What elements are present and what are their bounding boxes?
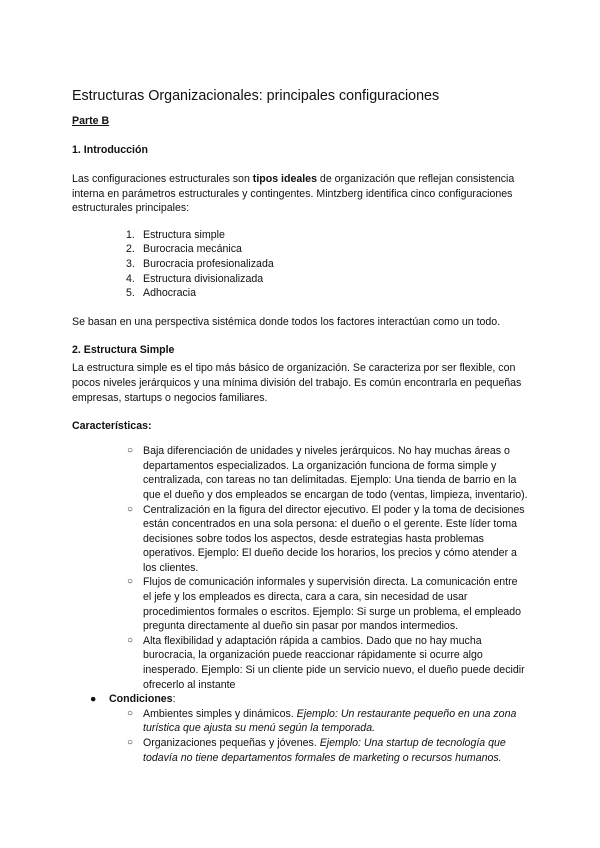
characteristics-heading: Características: <box>72 420 152 433</box>
list-number: 3. <box>126 257 135 270</box>
list-item <box>72 444 528 502</box>
intro-text-end: de organización que reflejan consistencia interna en parámetros estructurales y contingentes. Mintzberg identifica cinco configuraciones estructurales principales: <box>72 173 515 215</box>
list-number: 4. <box>126 272 135 285</box>
intro-heading: 1. Introducción <box>72 144 148 156</box>
document-page <box>72 87 528 765</box>
list-item <box>72 503 528 576</box>
list-item <box>72 692 528 765</box>
hollow-bullet-icon: ○ <box>127 634 134 646</box>
list-item-text: Alta flexibilidad y adaptación rápida a cambios. Dado que no hay mucha burocracia, la organización puede reaccionar rápidamente si ocurre algo inesperado. Ejemplo: Si un cliente pide un servicio nuevo, el dueño puede decidir ofrecerlo al instante <box>143 634 525 691</box>
list-item-text: Baja diferenciación de unidades y niveles jerárquicos. No hay muchas áreas o departamentos especializados. La organización funciona de forma simple y centralizada, con tareas no tan delimitadas. Ejemplo: Una tienda de barrio en la que el dueño y dos empleados se encargan de todo (ventas, limpieza, inventario). <box>143 445 528 501</box>
hollow-bullet-icon: ○ <box>127 576 134 588</box>
list-item-text: Burocracia profesionalizada <box>143 257 274 270</box>
condition-text: Ambientes simples y dinámicos. <box>143 707 297 720</box>
list-item <box>126 257 528 272</box>
condition-example: Ejemplo: Una startup de tecnología que todavía no tiene departamentos formales de marketing o recursos humanos. <box>143 737 506 764</box>
list-item <box>126 228 528 243</box>
list-item <box>126 286 528 301</box>
list-item <box>72 575 528 633</box>
list-item <box>72 736 528 765</box>
hollow-bullet-icon: ○ <box>127 445 134 457</box>
list-number: 1. <box>126 228 135 241</box>
section-part-label: Parte B <box>72 115 110 127</box>
page-title: Estructuras Organizacionales: principales configuraciones <box>72 88 440 104</box>
simple-structure-heading: 2. Estructura Simple <box>72 344 175 357</box>
list-item-text: Flujos de comunicación informales y supervisión directa. La comunicación entre el jefe y los empleados es directa, cara a cara, sin necesidad de usar procedimientos formales o escritos. Ejemplo: Si surge un problema, el empleado pregunta directamente al dueño sin pasar por mandos intermedios. <box>143 576 522 633</box>
intro-bold-term: tipos ideales <box>252 173 317 185</box>
conditions-list <box>72 692 528 765</box>
condition-text: Organizaciones pequeñas y jóvenes. <box>143 737 320 749</box>
conditions-colon: : <box>172 693 176 706</box>
hollow-bullet-icon: ○ <box>127 737 134 748</box>
list-item <box>126 272 528 287</box>
characteristics-list <box>72 444 528 692</box>
list-number: 2. <box>126 243 135 256</box>
list-item-text: Centralización en la figura del director ejecutivo. El poder y la toma de decisiones están concentrados en una sola persona: el dueño o el gerente. Este líder toma decisiones sobre todos los aspectos, desde estrategias hasta problemas operativos. Ejemplo: El dueño decide los horarios, los precios y cómo atender a los clientes. <box>143 503 525 574</box>
hollow-bullet-icon: ○ <box>127 503 134 515</box>
list-item <box>126 242 528 257</box>
configurations-list <box>126 228 528 301</box>
conditions-sublist <box>109 707 528 765</box>
conditions-label: Condiciones <box>109 693 173 706</box>
intro-text-start: Las configuraciones estructurales son <box>72 173 253 185</box>
list-item <box>72 634 528 692</box>
intro-closing-paragraph: Se basan en una perspectiva sistémica donde todos los factores interactúan como un todo. <box>72 315 501 328</box>
intro-paragraph <box>72 172 528 216</box>
list-item-text: Burocracia mecánica <box>143 243 242 256</box>
condition-example: Ejemplo: Un restaurante pequeño en una zona turística que ajusta su menú según la temporada. <box>143 707 517 735</box>
list-item-text: Estructura divisionalizada <box>143 272 264 285</box>
solid-bullet-icon: ● <box>90 693 97 706</box>
list-item <box>72 707 528 736</box>
list-item-text: Estructura simple <box>143 228 225 241</box>
simple-structure-paragraph: La estructura simple es el tipo más básico de organización. Se caracteriza por ser flexible, con pocos niveles jerárquicos y una mínima división del trabajo. Es común encontrarla en pequeñas empresas, startups o negocios familiares. <box>72 362 522 404</box>
list-number: 5. <box>126 287 135 300</box>
hollow-bullet-icon: ○ <box>127 707 134 719</box>
conditions-heading <box>109 693 176 705</box>
list-item-text: Adhocracia <box>143 287 196 300</box>
